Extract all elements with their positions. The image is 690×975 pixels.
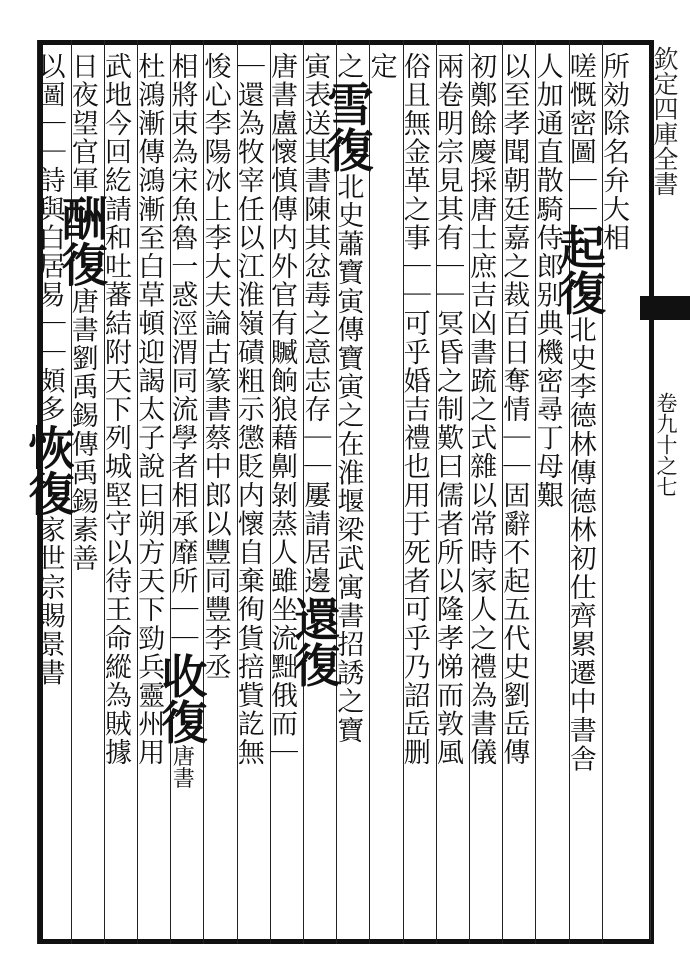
- entry-heading: 恢復: [21, 423, 76, 516]
- text-column: [533, 52, 566, 932]
- column-text: 家世宗賜景書: [33, 515, 65, 688]
- fold-marker: [640, 296, 690, 320]
- column-text: 唐書劉禹錫傳禹錫素善: [66, 287, 98, 573]
- entry-heading: 還復: [287, 595, 342, 688]
- text-column: [320, 52, 375, 932]
- running-header: 欽定四庫全書: [650, 46, 679, 196]
- text-column: [597, 52, 633, 932]
- column-text: 詩與白居易｜｜頗多: [33, 166, 65, 424]
- entry-heading: 雪復: [320, 80, 375, 173]
- text-column: [431, 52, 467, 932]
- column-text: 俗且無金革之事｜｜可乎婚吉禮也用于死者可乎乃詔岳删: [398, 52, 430, 767]
- column-text: 相將束為宋魚魯一惑涇渭同流學者相承靡所｜｜: [166, 52, 198, 653]
- text-column: [201, 52, 234, 932]
- column-text: 日夜望官軍: [66, 52, 98, 195]
- text-column: [99, 52, 135, 932]
- text-column: [467, 52, 500, 932]
- edge-rule: [650, 560, 651, 940]
- column-text: 唐書盧懷慎傳内外官有贓餉狼藉劓剝蒸人雖坐流黜俄而｜: [265, 52, 297, 767]
- column-text: 唐書: [169, 744, 195, 789]
- text-column: [21, 52, 76, 932]
- text-column: [265, 52, 301, 932]
- text-column: [135, 52, 168, 932]
- column-text: 悛心李陽冰上李大夫論古篆書蔡中郎以豐同豐李丞: [199, 52, 231, 682]
- text-column: [367, 52, 400, 932]
- text-column: [552, 52, 607, 932]
- entry-heading: 起復: [552, 223, 607, 316]
- column-text: 以圖｜｜: [33, 52, 65, 167]
- entry-heading: 酬復: [54, 195, 109, 287]
- column-text: 寅表送其書陳其忿毒之意志存｜｜屢請居邊: [299, 52, 331, 596]
- column-text: 武地今回紇請和吐蕃結附天下列城堅守以待王命縱為賊據: [99, 52, 131, 767]
- text-column: [398, 52, 434, 932]
- column-text: 定: [365, 52, 397, 81]
- column-text: 所効除名弁大相: [597, 52, 629, 253]
- text-column: [500, 52, 533, 932]
- column-text: 嗟慨密圖｜｜: [564, 52, 596, 224]
- column-text: 之: [332, 52, 364, 81]
- column-text: 兩卷明宗見其有｜｜冥昏之制歎曰儒者所以隆孝悌而敦風: [431, 52, 463, 767]
- column-text: 北史李德林傳德林初仕齊累遷中書舎: [564, 315, 596, 774]
- column-text: 人加通直散騎侍郎别典機密尋丁母艱: [531, 52, 563, 510]
- column-text: 以至孝聞朝廷嘉之裁百日奪情｜｜固辭不起五代史劉岳傳: [498, 52, 530, 767]
- column-text: 北史蕭寶寅傳寶寅之在淮堰梁武寓書招誘之寶: [332, 172, 364, 745]
- entry-heading: 收復: [154, 652, 209, 745]
- column-text: 杜鴻漸傳鴻漸至白草頓迎謁太子說曰朔方天下勁兵靈州用: [133, 52, 165, 767]
- text-column: [232, 52, 268, 932]
- column-text: ｜還為牧宰任以江淮嶺磧粗示懲貶内懷自棄徇貨掊貲訖無: [232, 52, 264, 767]
- text-column: [154, 52, 209, 932]
- text-column: [287, 52, 342, 932]
- column-text: 初鄭餘慶採唐士庶吉凶書䟽之式雜以常時家人之禮為書儀: [465, 52, 497, 767]
- volume-label: 卷九十之七: [654, 392, 678, 497]
